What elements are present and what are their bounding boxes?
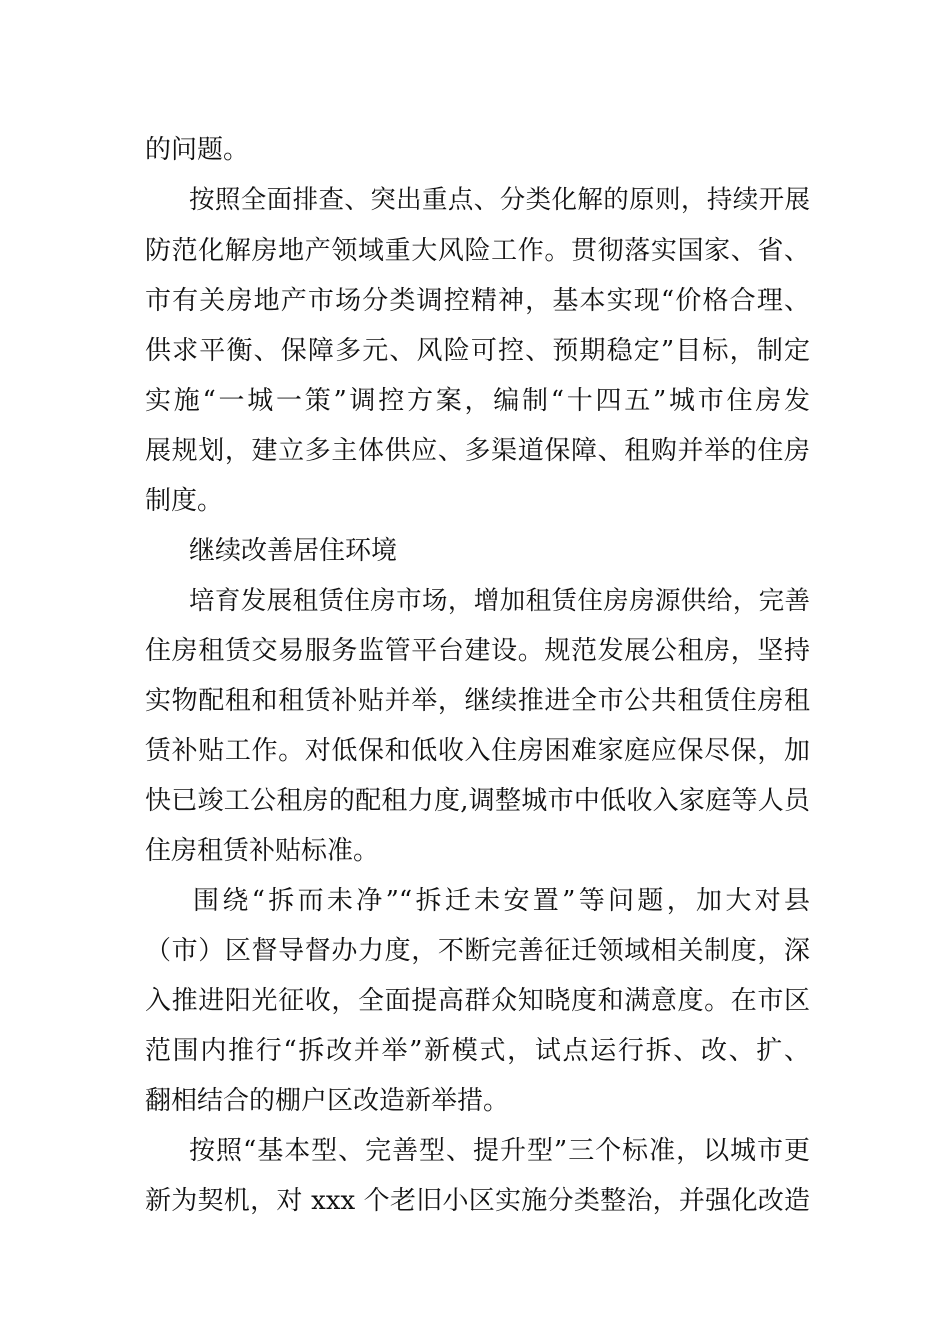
text-line: 实施“一城一策”调控方案，编制“十四五”城市住房发 [145, 386, 810, 416]
text-line: 翻相结合的棚户区改造新举措。 [145, 1086, 510, 1116]
text-line: 住房租赁补贴标准。 [145, 836, 380, 866]
text-line: 的问题。 [145, 135, 250, 165]
section-heading: 继续改善居住环境 [189, 536, 398, 566]
text-line: 供求平衡、保障多元、风险可控、预期稳定”目标，制定 [145, 336, 810, 366]
text-line: 赁补贴工作。对低保和低收入住房困难家庭应保尽保，加 [145, 736, 810, 766]
text-line: 范围内推行“拆改并举”新模式，试点运行拆、改、扩、 [145, 1036, 810, 1066]
paragraph-first-line: 培育发展租赁住房市场，增加租赁住房房源供给，完善 [189, 586, 810, 616]
text-line: 入推进阳光征收，全面提高群众知晓度和满意度。在市区 [145, 986, 810, 1016]
text-line: 实物配租和租赁补贴并举，继续推进全市公共租赁住房租 [145, 686, 810, 716]
paragraph-first-line: 围绕“拆而未净”“拆迁未安置”等问题，加大对县 [193, 886, 810, 916]
text-line: 新为契机，对 xxx 个老旧小区实施分类整治，并强化改造 [145, 1186, 810, 1216]
text-line: 防范化解房地产领域重大风险工作。贯彻落实国家、省、 [145, 236, 810, 266]
text-line: 住房租赁交易服务监管平台建设。规范发展公租房，坚持 [145, 636, 810, 666]
text-line: 快已竣工公租房的配租力度,调整城市中低收入家庭等人员 [145, 786, 810, 816]
paragraph-first-line: 按照全面排查、突出重点、分类化解的原则，持续开展 [189, 185, 810, 215]
paragraph-first-line: 按照“基本型、完善型、提升型”三个标准，以城市更 [189, 1136, 810, 1166]
text-line: 制度。 [145, 486, 224, 516]
text-line: 展规划，建立多主体供应、多渠道保障、租购并举的住房 [145, 436, 810, 466]
text-line: （市）区督导督办力度，不断完善征迁领域相关制度，深 [145, 936, 810, 966]
text-line: 市有关房地产市场分类调控精神，基本实现“价格合理、 [145, 286, 810, 316]
